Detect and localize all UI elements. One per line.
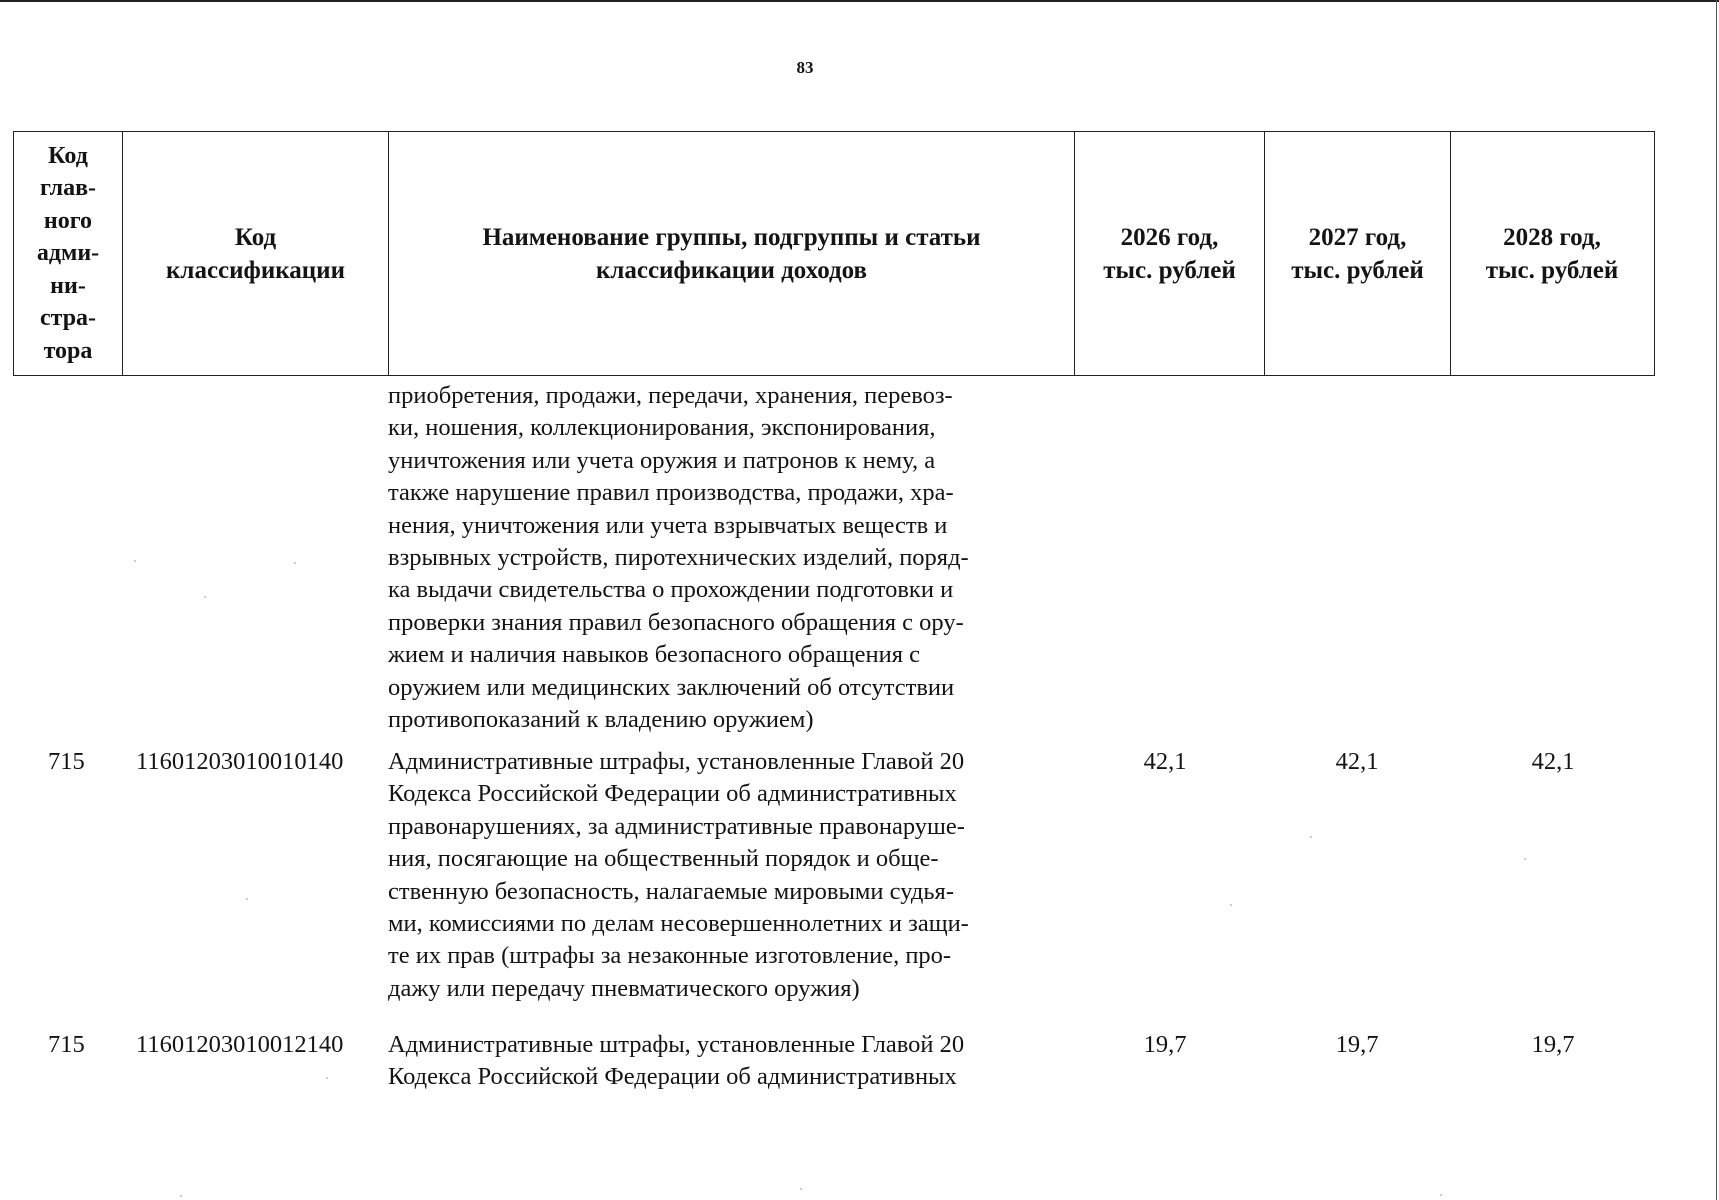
row-value-2027: 42,1	[1335, 748, 1379, 775]
description-line: также нарушение правил производства, продажи, хра-	[388, 479, 954, 507]
page-right-edge	[1716, 0, 1717, 1200]
scan-speck	[1524, 858, 1526, 860]
table-header	[13, 131, 1655, 376]
description-line: Административные штрафы, установленные Главой 20	[388, 1031, 965, 1058]
row-admin-code: 715	[48, 748, 85, 775]
description-line: ки, ношения, коллекционирования, экспонирования,	[388, 414, 936, 442]
row-classification-code: 11601203010010140	[136, 748, 344, 775]
scan-speck	[204, 596, 206, 598]
header-name-text: Наименование группы, подгруппы и статьи классификации доходов	[482, 223, 981, 284]
description-line: Кодекса Российской Федерации об административных	[388, 780, 957, 808]
description-line: Административные штрафы, установленные Главой 20	[388, 748, 965, 775]
scan-speck	[1440, 1194, 1442, 1196]
header-2028-text: 2028 год, тыс. рублей	[1485, 223, 1619, 284]
scan-speck	[326, 1077, 328, 1079]
header-2026	[1074, 132, 1264, 375]
row-value-2026: 19,7	[1143, 1031, 1187, 1058]
header-classification-code-text: Код классификации	[166, 223, 345, 284]
row-value-2028: 19,7	[1531, 1031, 1575, 1058]
header-classification-code	[122, 132, 388, 375]
description-line: Кодекса Российской Федерации об административных	[388, 1063, 957, 1091]
scan-speck	[246, 898, 248, 900]
header-2026-text: 2026 год, тыс. рублей	[1103, 223, 1236, 284]
row-description	[388, 746, 1068, 1005]
scan-speck	[180, 1195, 182, 1197]
page-number: 83	[796, 58, 814, 77]
description-line: ственную безопасность, налагаемые мировыми судья-	[388, 877, 954, 905]
header-admin-code	[14, 132, 122, 375]
description-line: ния, посягающие на общественный порядок и обще-	[388, 845, 939, 873]
header-2028	[1450, 132, 1653, 375]
description-line: взрывных устройств, пиротехнических изделий, поряд-	[388, 544, 969, 572]
row-classification-code: 11601203010012140	[136, 1031, 344, 1058]
description-line: приобретения, продажи, передачи, хранения, перевоз-	[388, 382, 953, 409]
description-line: противопоказаний к владению оружием)	[388, 706, 814, 734]
description-line: нения, уничтожения или учета взрывчатых веществ и	[388, 511, 948, 539]
scan-speck	[294, 562, 296, 564]
description-line: ми, комиссиями по делам несовершеннолетних и защи-	[388, 910, 969, 938]
header-name	[388, 132, 1074, 375]
row-value-2028: 42,1	[1531, 748, 1575, 775]
description-line: ка выдачи свидетельства о прохождении подготовки и	[388, 576, 954, 604]
scan-speck	[1230, 904, 1232, 906]
row-description	[388, 1029, 1068, 1094]
description-line: уничтожения или учета оружия и патронов к нему, а	[388, 446, 936, 474]
header-admin-code-text: Код глав- ного адми- ни- стра- тора	[36, 142, 100, 364]
row-value-2027: 19,7	[1335, 1031, 1379, 1058]
row-admin-code: 715	[48, 1031, 85, 1058]
scan-speck	[134, 560, 136, 562]
description-line: правонарушениях, за административные правонаруше-	[388, 812, 965, 840]
description-line: те их прав (штрафы за незаконные изготовление, про-	[388, 942, 952, 970]
description-line: дажу или передачу пневматического оружия)	[388, 974, 860, 1002]
description-line: проверки знания правил безопасного обращения с ору-	[388, 608, 964, 636]
description-line: жием и наличия навыков безопасного обращения с	[388, 641, 920, 669]
row-value-2026: 42,1	[1143, 748, 1187, 775]
header-2027	[1264, 132, 1450, 375]
page-top-edge	[0, 0, 1719, 2]
scan-speck	[1310, 836, 1312, 838]
header-2027-text: 2027 год, тыс. рублей	[1291, 223, 1424, 284]
scan-speck	[800, 1188, 802, 1190]
description-line: оружием или медицинских заключений об отсутствии	[388, 673, 955, 701]
continuation-description	[388, 380, 1068, 736]
